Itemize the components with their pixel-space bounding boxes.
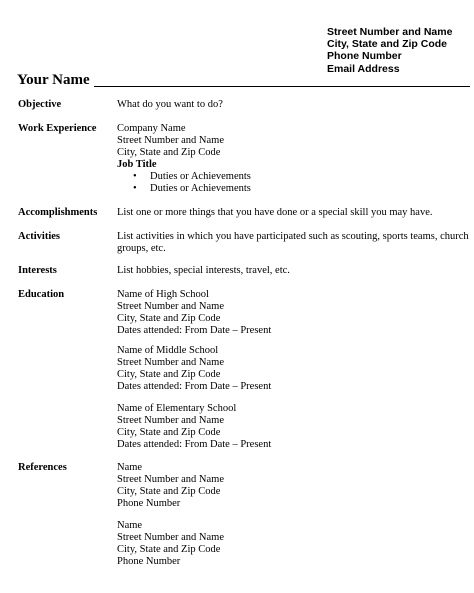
objective-label: Objective: [18, 99, 62, 110]
accomplishments-label: Accomplishments: [18, 207, 98, 218]
school-dates: Dates attended: From Date – Present: [117, 325, 272, 336]
school-city: City, State and Zip Code: [117, 369, 221, 380]
interests-label: Interests: [18, 265, 57, 276]
references-label: References: [18, 462, 67, 473]
accomplishments-text: List one or more things that you have done or a special skill you may have.: [117, 207, 433, 218]
school-street: Street Number and Name: [117, 301, 225, 312]
reference-street: Street Number and Name: [117, 532, 225, 543]
school-city: City, State and Zip Code: [117, 313, 221, 324]
school-entry: [117, 403, 469, 451]
interests-content: [117, 265, 469, 277]
company-city: City, State and Zip Code: [117, 147, 221, 158]
contact-block: [327, 26, 452, 75]
duty-text: Duties or Achievements: [150, 171, 251, 182]
reference-phone: Phone Number: [117, 498, 181, 509]
work-experience-label: Work Experience: [18, 123, 97, 134]
duties-list: [117, 171, 469, 195]
school-street: Street Number and Name: [117, 357, 225, 368]
list-item: [117, 171, 469, 183]
reference-city: City, State and Zip Code: [117, 486, 221, 497]
company-name: Company Name: [117, 123, 186, 134]
contact-phone: Phone Number: [327, 50, 402, 63]
bullet-icon: •: [133, 171, 137, 182]
work-experience-content: [117, 123, 469, 195]
interests-text: List hobbies, special interests, travel, etc.: [117, 265, 290, 276]
activities-label: Activities: [18, 231, 60, 242]
job-title: Job Title: [117, 159, 157, 170]
school-dates: Dates attended: From Date – Present: [117, 381, 272, 392]
reference-city: City, State and Zip Code: [117, 544, 221, 555]
activities-content: [117, 231, 469, 255]
applicant-name: Your Name: [17, 72, 90, 88]
accomplishments-content: [117, 207, 469, 219]
reference-name: Name: [117, 520, 143, 531]
contact-street: Street Number and Name: [327, 26, 453, 38]
objective-content: [117, 99, 469, 111]
references-content-second: [117, 520, 469, 568]
references-content: [117, 462, 469, 510]
school-name: Name of High School: [117, 289, 209, 300]
reference-phone: Phone Number: [117, 556, 181, 567]
school-entry: [117, 289, 469, 337]
activities-text-line-1: List activities in which you have participated such as scouting, sports teams, church: [117, 231, 469, 242]
education-content-middle: [117, 345, 469, 393]
education-content: [117, 289, 469, 337]
activities-text-line-2: groups, etc.: [117, 243, 166, 254]
school-city: City, State and Zip Code: [117, 427, 221, 438]
school-street: Street Number and Name: [117, 415, 225, 426]
reference-name: Name: [117, 462, 143, 473]
header-divider: [94, 86, 470, 87]
bullet-icon: •: [133, 183, 137, 194]
list-item: [117, 183, 469, 195]
company-street: Street Number and Name: [117, 135, 225, 146]
duty-text: Duties or Achievements: [150, 183, 251, 194]
school-name: Name of Middle School: [117, 345, 219, 356]
school-name: Name of Elementary School: [117, 403, 237, 414]
school-entry: [117, 345, 469, 393]
reference-entry: [117, 520, 469, 568]
education-label: Education: [18, 289, 65, 300]
reference-street: Street Number and Name: [117, 474, 225, 485]
objective-text: What do you want to do?: [117, 99, 223, 110]
reference-entry: [117, 462, 469, 510]
school-dates: Dates attended: From Date – Present: [117, 439, 272, 450]
education-content-elementary: [117, 403, 469, 451]
contact-email: Email Address: [327, 62, 400, 75]
contact-city: City, State and Zip Code: [327, 38, 447, 51]
